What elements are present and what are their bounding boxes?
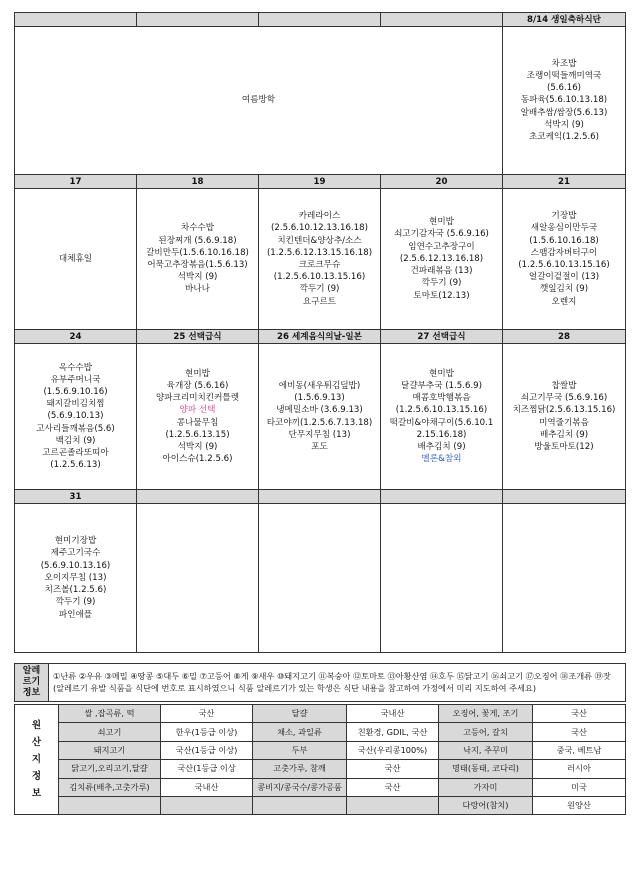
menu-item: 오렌지 [551,296,577,307]
allergy-info [14,663,626,702]
day-cell [137,344,259,490]
origin-value: 국내산 [347,705,439,723]
menu-item: 콩나물무침 [176,417,219,428]
menu-item: 조랭이떡들깨미역국 [526,70,602,81]
menu-item: 대체휴일 [58,253,93,264]
menu-item: 된장찌개 (5.6.9.18) [158,235,237,246]
origin-item [253,796,347,814]
menu-item: 치킨텐더&양상추/소스 [277,235,362,246]
day-cell [137,189,259,330]
menu-item: (1.5.6.9.10.16) [43,386,108,397]
day-cell [15,504,137,653]
menu-item: 깻잎김치 (9) [539,284,589,295]
menu-item: 초코케익(1.2.5.6) [529,132,599,142]
allergy-legend-text: ①난류 ②우유 ③메밀 ④땅콩 ⑤대두 ⑥밀 ⑦고등어 ⑧게 ⑨새우 ⑩돼지고기 ⑪복숭아 ⑫토마토 ⑬아황산염 ⑭호두 ⑮닭고기 ⑯쇠고기 ⑰오징어 ⑱조개류 ⑲잣 (알레르기 유발 식품을 식단에 번호로 표시하였으니 식품 알레르기가 있는 학생은 식단 내용을 참고하여 가정에서 미리 지도하여 주세요) [49,664,626,702]
menu-item: 카레라이스 [298,211,341,222]
week-4-header [15,490,626,504]
menu-item: 배추김치 (9) [417,441,466,452]
menu-item: 크로크무슈 [298,260,341,270]
day-cell [15,189,137,330]
origin-value: 국산(1등급 이상) [161,741,253,759]
menu-item: 고르곤졸라또띠아 [42,448,109,458]
menu-item: 깍두기 (9) [299,284,340,295]
origin-item: 김치류(배추,고춧가루) [59,778,161,796]
menu-item: 석박지 (9) [177,272,218,283]
day-header: 27 선택급식 [381,330,503,344]
origin-item: 두부 [253,741,347,759]
origin-value: 국산(1등급 이상 [161,760,253,778]
menu-item: 바나나 [185,284,210,295]
origin-value [161,796,253,814]
origin-value: 국산(우리콩100%) [347,741,439,759]
menu-item: 포도 [311,441,328,452]
menu-item: 요구르트 [302,296,337,307]
menu-item: (5.6.16) [546,83,582,94]
day-cell [503,189,626,330]
day-header: 8/14 생일축하식단 [503,13,626,27]
menu-item: (1.2.5.6.12.13.15.16.18) [266,247,373,258]
menu-item: (1.5.6.10.16.18) [529,235,599,246]
menu-item: 타코야끼(1.2.5.6.7.13.18) [266,417,373,428]
origin-item: 가자미 [439,778,533,796]
day-cell [259,344,381,490]
menu-item: 제주고기국수 [50,548,101,559]
origin-value: 국산 [161,705,253,723]
menu-item: 양파크리미치킨커틀렛 [155,393,240,404]
origin-item: 채소, 과일류 [253,723,347,741]
week-2-header [15,175,626,189]
vacation-label: 여름방학 [241,95,276,106]
menu-item: 새알옹심이만두국 [530,223,598,234]
day-cell [259,189,381,330]
menu-item: 찹쌀밥 [551,380,577,391]
menu-item: (1.2.5.6.13.15) [165,429,230,440]
menu-item: 쇠고기무국 (5.6.9.16) [520,393,608,404]
menu-item: 달걀부추국 (1.5.6.9) [400,380,482,391]
origin-item: 오징어, 꽃게, 조기 [439,705,533,723]
origin-item: 다랑어(참치) [439,796,533,814]
menu-item: 아이스슈(1.2.5.6) [162,454,233,465]
menu-item: (2.5.6.12.13.16.18) [399,253,484,264]
menu-item: 어묵고추장볶음(1.5.6.13) [147,260,248,270]
menu-item: 고사리들깨볶음(5.6) [36,423,115,434]
menu-item: 건파래볶음 (13) [410,266,473,277]
origin-item: 달걀 [253,705,347,723]
vacation-cell [15,27,503,175]
week-2-body [15,189,626,330]
origin-item: 쌀 ,잡곡류, 떡 [59,705,161,723]
origin-info [14,704,626,815]
menu-item: (1.2.5.6.10.13.15.16) [518,260,610,270]
origin-item: 고등어, 갈치 [439,723,533,741]
menu-item: 단무지무침 (13) [288,429,351,440]
menu-item: 2.15.16.18) [416,429,467,440]
origin-item: 콩비지/콩국수/콩가공품 [253,778,347,796]
menu-item: 기장밥 [551,211,577,222]
day-header [503,490,626,504]
origin-value: 중국, 베트남 [533,741,626,759]
origin-value: 국산 [347,778,439,796]
menu-choice-option: 양파 선택 [179,405,216,416]
origin-item: 쇠고기 [59,723,161,741]
day-header [259,490,381,504]
origin-label: 원 산 지 정 보 [15,705,59,815]
empty-day-cell [381,504,503,653]
day-header: 26 세계음식의날-일본 [259,330,381,344]
week-3-header [15,330,626,344]
menu-item: 냉메밀소바 (3.6.9.13) [276,405,363,416]
day-header: 28 [503,330,626,344]
menu-item: 스팸감자버터구이 [530,247,598,258]
menu-calendar [14,12,626,653]
menu-item: 차조밥 [551,58,577,69]
menu-item: 에비동(새우튀김덮밥) [278,380,361,391]
menu-item: 깍두기 (9) [55,597,96,608]
day-header: 31 [15,490,137,504]
menu-item: 오이지무침 (13) [44,572,107,583]
origin-value: 국산 [533,723,626,741]
origin-value: 국산 [347,760,439,778]
menu-item: 쇠고기감자국 (5.6.9.16) [394,229,489,240]
menu-item: 석박지 (9) [544,119,584,130]
menu-item: (1.2.5.6.10.13.15.16) [273,272,366,283]
menu-choice-option: 멜론&참외 [421,454,462,465]
week-4-body [15,504,626,653]
menu-item: 현미밥 [429,368,454,379]
origin-item [59,796,161,814]
day-header: 20 [381,175,503,189]
menu-item: 차수수밥 [180,223,215,234]
origin-item: 명태(동태, 코다리) [439,760,533,778]
menu-item: 현미밥 [185,368,210,379]
menu-item: 얼갈이겉절이 (13) [528,272,600,283]
menu-item: 옥수수밥 [58,362,93,373]
origin-value: 한우(1등급 이상) [161,723,253,741]
day-cell [381,189,503,330]
day-cell [503,344,626,490]
menu-item: (2.5.6.10.12.13.16.18) [271,223,368,234]
menu-item: (5.6.9.10.13) [47,411,104,422]
origin-item: 고춧가루, 참깨 [253,760,347,778]
day-cell [15,344,137,490]
day-header [137,13,259,27]
menu-item: 돼지갈비김치찜 [46,399,105,410]
day-header [259,13,381,27]
menu-item: 토마토(12.13) [413,290,470,301]
menu-item: 현미기장밥 [54,536,97,547]
origin-value: 국내산 [161,778,253,796]
day-header: 19 [259,175,381,189]
origin-item: 닭고기,오리고기,달걀 [59,760,161,778]
menu-item: (1.2.5.6.10.13.15.16) [395,405,488,416]
menu-item: 방울토마토(12) [534,441,594,452]
menu-item: 백김치 (9) [55,435,96,446]
menu-item: 치즈찜닭(2.5.6.13.15.16) [512,405,616,416]
menu-item: 떡갈비&야채구이(5.6.10.1 [389,417,494,428]
week-1-header [15,13,626,27]
week-3-body [15,344,626,490]
menu-item: 배추김치 (9) [539,429,589,440]
day-cell [503,27,626,175]
menu-item: 치즈볼(1.2.5.6) [44,585,107,596]
empty-day-cell [503,504,626,653]
origin-value: 원양산 [533,796,626,814]
menu-item: 임연수고추장구이 [408,241,475,252]
menu-item: 현미밥 [429,217,454,228]
origin-value: 친환경, GDIL, 국산 [347,723,439,741]
day-cell [381,344,503,490]
day-header [381,490,503,504]
day-header: 24 [15,330,137,344]
menu-item: 미역줄기볶음 [539,417,589,428]
menu-item: 동파육(5.6.10.13.18) [520,95,608,106]
day-header: 18 [137,175,259,189]
menu-item: 갈비만두(1.5.6.10.16.18) [146,247,249,258]
origin-value: 러시아 [533,760,626,778]
menu-item: (1.2.5.6.13) [50,460,101,471]
menu-item: 알배추쌈/쌈장(5.6.13) [520,107,608,118]
menu-item: 매콤호박햄볶음 [412,393,471,404]
day-header: 25 선택급식 [137,330,259,344]
day-header [137,490,259,504]
empty-day-cell [259,504,381,653]
origin-value: 미국 [533,778,626,796]
origin-value: 국산 [533,705,626,723]
day-header [381,13,503,27]
day-header: 17 [15,175,137,189]
origin-item: 돼지고기 [59,741,161,759]
day-header [15,13,137,27]
origin-value [347,796,439,814]
week-1-body [15,27,626,175]
menu-item: 깍두기 (9) [421,278,462,289]
menu-item: 파인애플 [58,609,93,620]
menu-item: 석박지 (9) [177,441,218,452]
menu-item: 육개장 (5.6.16) [166,380,229,391]
empty-day-cell [137,504,259,653]
menu-item: 유부주머니국 [50,374,101,385]
day-header: 21 [503,175,626,189]
allergy-label: 알레 르기 정보 [15,664,49,702]
menu-item: (1.5.6.9.13) [294,393,345,404]
origin-item: 낙지, 주꾸미 [439,741,533,759]
menu-item: (5.6.9.10.13.16) [40,560,111,571]
